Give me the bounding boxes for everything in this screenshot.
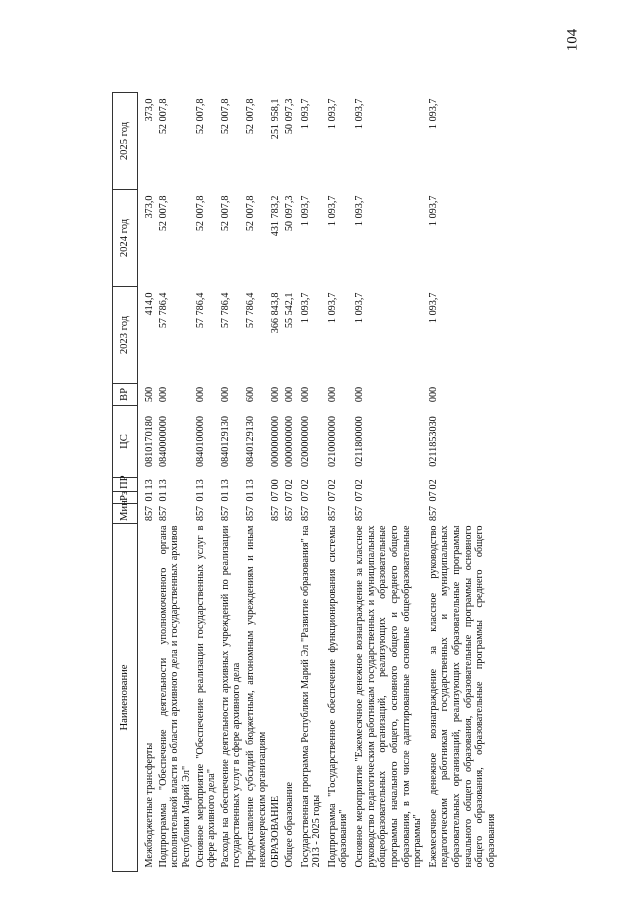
table-cell-pr: 02	[354, 479, 365, 490]
table-row	[425, 93, 499, 872]
table-cell-2023: 55 542,1	[283, 292, 295, 329]
table-cell-2023: 1 093,7	[299, 292, 311, 324]
table-row	[269, 93, 283, 872]
table-cell-2023: 57 786,4	[194, 292, 206, 329]
table-cell-pr: 02	[326, 479, 338, 490]
table-cell-rz: 07	[354, 491, 365, 502]
table-row	[244, 93, 269, 872]
table-cell-2023: 1 093,7	[354, 292, 365, 324]
table-cell-vr: 000	[270, 386, 282, 403]
table-cell-name: Ежемесячное денежное вознаграждение за классное руководство педагогическим работникам государственных и муниципальных образовательных организаций, реализующих образовательные программы начального общего образования, образовательные программы основного общего образования, образовательные программы среднего общего образования	[427, 525, 497, 868]
table-cell-vr: 000	[354, 386, 365, 403]
table-cell-cs: 0000000000	[283, 416, 295, 467]
table-cell-vr: 000	[427, 386, 439, 403]
table-cell-pr: 13	[219, 479, 231, 490]
table-cell-vr: 000	[157, 386, 169, 403]
header-vr: ВР	[113, 384, 138, 406]
table-row	[138, 93, 157, 872]
table-cell-rz: 07	[270, 491, 282, 502]
table-cell-2024: 1 093,7	[326, 195, 338, 227]
table-cell-min: 857	[354, 505, 365, 522]
header-2023: 2023 год	[113, 287, 138, 384]
table-cell-2024: 1 093,7	[427, 195, 439, 227]
table-cell-pr: 13	[194, 479, 206, 490]
table-cell-name: ОБРАЗОВАНИЕ	[270, 795, 282, 868]
header-name: Наименование	[113, 524, 138, 872]
table-cell-pr: 13	[144, 479, 155, 490]
table-cell-2024: 52 007,8	[194, 195, 206, 232]
table-cell-cs: 0211800000	[354, 416, 365, 467]
table-row	[351, 93, 425, 872]
table-cell-cs: 0810170180	[144, 416, 155, 467]
table-cell-vr: 000	[219, 386, 231, 403]
table-cell-cs: 0210000000	[326, 416, 338, 467]
table-cell-2024: 50 097,3	[283, 195, 295, 232]
table-cell-2025: 1 093,7	[299, 98, 311, 130]
table-cell-rz: 07	[427, 491, 439, 502]
header-row	[113, 93, 138, 872]
table-cell-min: 857	[144, 505, 155, 522]
table-cell-rz: 01	[219, 491, 231, 502]
header-2024: 2024 год	[113, 190, 138, 287]
table-body	[138, 93, 499, 872]
table-cell-name: Расходы на обеспечение деятельности архивных учреждений по реализации государственных услуг в сфере архивного дела	[219, 525, 243, 868]
table-cell-name: Государственная программа Республики Марий Эл "Развитие образования" на 2013 - 2025 годы	[299, 525, 323, 868]
table-cell-2023: 57 786,4	[157, 292, 169, 329]
table-cell-2023: 366 843,8	[270, 292, 282, 334]
table-row	[157, 93, 194, 872]
table-cell-vr: 000	[283, 386, 295, 403]
table-cell-min: 857	[194, 505, 206, 522]
table-cell-2025: 52 007,8	[194, 98, 206, 135]
table-cell-pr: 02	[283, 479, 295, 490]
table-cell-min: 857	[157, 505, 169, 522]
table-cell-cs: 0200000000	[299, 416, 311, 467]
table-cell-min: 857	[270, 505, 282, 522]
table-cell-2025: 50 097,3	[283, 98, 295, 135]
table-row	[194, 93, 219, 872]
table-row	[324, 93, 351, 872]
table-cell-name: Подпрограмма "Государственное обеспечение функционирования системы образования"	[326, 525, 350, 868]
table-cell-vr: 000	[326, 386, 338, 403]
table-cell-2025: 373,0	[144, 98, 155, 122]
table-cell-vr: 500	[144, 386, 155, 403]
table-cell-2025: 251 958,1	[270, 98, 282, 140]
table-cell-pr: 13	[157, 479, 169, 490]
table-cell-2023: 1 093,7	[427, 292, 439, 324]
table-cell-min: 857	[299, 505, 311, 522]
table-cell-rz: 07	[283, 491, 295, 502]
header-2025: 2025 год	[113, 93, 138, 190]
table-cell-min: 857	[427, 505, 439, 522]
table-cell-rz: 01	[245, 491, 256, 502]
table-cell-rz: 01	[157, 491, 169, 502]
table-row	[219, 93, 244, 872]
table-cell-pr: 02	[427, 479, 439, 490]
budget-table	[112, 92, 499, 872]
table-cell-pr: 00	[270, 479, 282, 490]
table-cell-rz: 01	[144, 491, 155, 502]
table-cell-min: 857	[326, 505, 338, 522]
header-rz: Рз	[113, 492, 138, 504]
table-cell-2024: 52 007,8	[157, 195, 169, 232]
table-cell-2023: 57 786,4	[219, 292, 231, 329]
header-cs: ЦС	[113, 406, 138, 478]
table-cell-rz: 07	[299, 491, 311, 502]
table-cell-2024: 1 093,7	[299, 195, 311, 227]
header-pr: ПР	[113, 478, 138, 492]
table-cell-cs: 0840000000	[157, 416, 169, 467]
table-cell-2025: 1 093,7	[354, 98, 365, 130]
table-cell-cs: 0211853030	[427, 416, 439, 467]
page-number: 104	[564, 28, 581, 52]
table-cell-vr: 000	[299, 386, 311, 403]
table-cell-rz: 01	[194, 491, 206, 502]
table-header	[113, 93, 138, 872]
table-cell-vr: 600	[245, 386, 256, 403]
table-cell-2025: 52 007,8	[245, 98, 256, 135]
table-cell-cs: 0840129130	[245, 416, 256, 467]
table-cell-pr: 02	[299, 479, 311, 490]
table-cell-2024: 373,0	[144, 195, 155, 219]
table-row	[297, 93, 324, 872]
table-cell-name: Основное мероприятие "Ежемесячное денежное вознаграждение за классное руководство педагогическим работникам государственных и муниципальных общеобразовательных организаций, реализующих образовательные программы начального общего, основного общего и среднего общего образования, в том числе адаптированные основные общеобразовательные программы"	[354, 525, 424, 868]
table-cell-2024: 52 007,8	[245, 195, 256, 232]
table-cell-cs: 0000000000	[270, 416, 282, 467]
table-cell-2025: 52 007,8	[219, 98, 231, 135]
table-cell-rz: 07	[326, 491, 338, 502]
table-cell-2025: 52 007,8	[157, 98, 169, 135]
table-cell-name: Основное мероприятие "Обеспечение реализации государственных услуг в сфере архивного дела"	[194, 525, 218, 868]
table-cell-min: 857	[219, 505, 231, 522]
rotated-table-container	[112, 92, 552, 872]
table-cell-2023: 57 786,4	[245, 292, 256, 329]
table-cell-vr: 000	[194, 386, 206, 403]
table-cell-2025: 1 093,7	[427, 98, 439, 130]
table-cell-cs: 0840129130	[219, 416, 231, 467]
table-cell-2023: 1 093,7	[326, 292, 338, 324]
table-cell-name: Предоставление субсидий бюджетным, автономным учреждениям и иным некоммерческим организациям	[245, 525, 268, 868]
table-cell-2024: 431 783,2	[270, 195, 282, 237]
table-cell-2025: 1 093,7	[326, 98, 338, 130]
table-cell-min: 857	[283, 505, 295, 522]
table-cell-2023: 414,0	[144, 292, 155, 316]
table-cell-name: Общее образование	[283, 781, 295, 868]
table-cell-pr: 13	[245, 479, 256, 490]
table-cell-name: Межбюджетные трансферты	[144, 742, 155, 868]
table-cell-2024: 52 007,8	[219, 195, 231, 232]
table-cell-cs: 0840100000	[194, 416, 206, 467]
table-row	[283, 93, 297, 872]
header-min: Мин	[113, 504, 138, 524]
table-cell-min: 857	[245, 505, 256, 522]
table-cell-2024: 1 093,7	[354, 195, 365, 227]
table-cell-name: Подпрограмма "Обеспечение деятельности уполномоченного органа исполнительной власти в области архивного дела и государственных архивов Республики Марий Эл"	[157, 525, 192, 868]
